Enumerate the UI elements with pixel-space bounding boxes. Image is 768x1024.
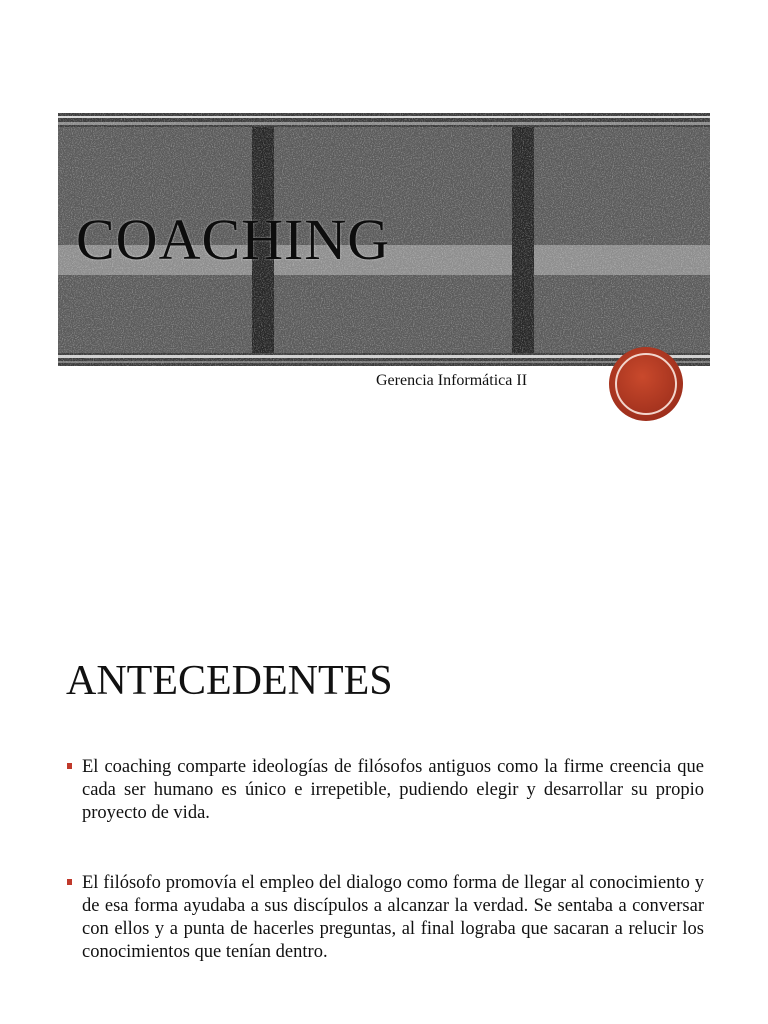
bullet-item xyxy=(66,872,704,964)
section-heading: ANTECEDENTES xyxy=(66,658,393,704)
content-slide xyxy=(0,512,768,1024)
slide-title: COACHING xyxy=(76,207,391,272)
bullet-list xyxy=(66,756,704,964)
square-bullet-icon xyxy=(67,763,72,769)
bullet-text: El filósofo promovía el empleo del dialogo como forma de llegar al conocimiento y de esa forma ayudaba a sus discípulos a alcanzar la verdad. Se sentaba a conversar con ellos y a punta de hacerles preguntas, al final lograba que sacaran a relucir los conocimientos que tenían dentro. xyxy=(82,873,704,962)
title-banner xyxy=(58,113,710,366)
slide-subtitle: Gerencia Informática II xyxy=(376,372,528,389)
bullet-text: El coaching comparte ideologías de filósofos antiguos como la firme creencia que cada ser humano es único e irrepetible, pudiendo elegir y desarrollar su propio proyecto de vida. xyxy=(82,757,704,823)
square-bullet-icon xyxy=(67,879,72,885)
bullet-item xyxy=(66,756,704,825)
circle-emblem-icon xyxy=(608,346,684,422)
